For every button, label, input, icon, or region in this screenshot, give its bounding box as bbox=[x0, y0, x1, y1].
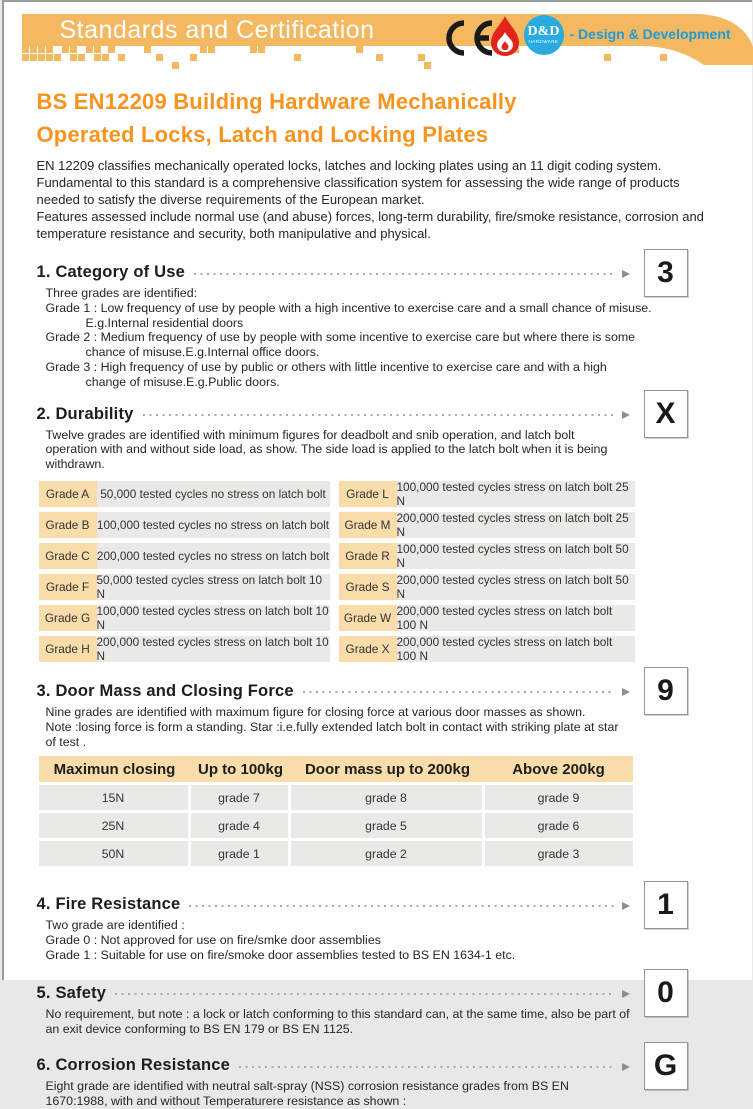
mosaic-square bbox=[62, 46, 69, 53]
grade-cell: Grade F bbox=[39, 574, 97, 600]
section-heading: 2. Durability bbox=[37, 405, 134, 424]
section-corrosion-resistance bbox=[37, 1056, 688, 1109]
grade-cell: Grade M bbox=[339, 512, 397, 538]
dnd-logo-monogram: D&D bbox=[528, 25, 560, 39]
table-row bbox=[39, 785, 633, 810]
grade-cell: Grade C bbox=[39, 543, 97, 569]
section-door-mass bbox=[37, 682, 688, 749]
mosaic-square bbox=[38, 46, 45, 53]
mosaic-square bbox=[294, 54, 301, 61]
mosaic-square bbox=[86, 46, 93, 53]
body-line: Grade 1 : Suitable for use on fire/smoke door assemblies tested to BS EN 1634-1 etc. bbox=[46, 948, 688, 963]
desc-cell: 200,000 tested cycles stress on latch bolt 25 N bbox=[397, 512, 635, 538]
grade-cell: Grade W bbox=[339, 605, 397, 631]
table-header-row bbox=[39, 756, 633, 782]
grade-value-box: G bbox=[644, 1042, 688, 1090]
mosaic-square bbox=[356, 46, 363, 53]
desc-cell: 100,000 tested cycles no stress on latch bolt bbox=[97, 512, 330, 538]
table-row bbox=[39, 636, 753, 662]
mosaic-square bbox=[102, 54, 109, 61]
body-line: Grade 0 : Not approved for use on fire/smke door assemblies bbox=[46, 933, 688, 948]
table-cell: grade 8 bbox=[291, 785, 485, 810]
table-cell: grade 5 bbox=[291, 813, 485, 838]
section-durability bbox=[37, 405, 688, 472]
section-heading: 6. Corrosion Resistance bbox=[37, 1056, 231, 1075]
page-title-line1: BS EN12209 Building Hardware Mechanically bbox=[37, 85, 753, 118]
dnd-logo-subtext: HARDWARE bbox=[528, 39, 558, 45]
grade-value-box: 3 bbox=[644, 249, 688, 297]
mosaic-square bbox=[38, 54, 45, 61]
desc-cell: 100,000 tested cycles stress on latch bolt 10 N bbox=[97, 605, 330, 631]
body-line: operation with and without side load, as show. The side load is applied to the latch bolt when it is being bbox=[46, 442, 688, 457]
body-line: Grade 2 : Medium frequency of use by people with some incentive to exercise care but where there is some bbox=[46, 330, 688, 345]
table-row bbox=[39, 543, 753, 569]
desc-cell: 50,000 tested cycles no stress on latch bolt bbox=[97, 481, 330, 507]
mosaic-square bbox=[424, 62, 431, 69]
table-cell: grade 1 bbox=[191, 841, 291, 866]
desc-cell: 50,000 tested cycles stress on latch bolt 10 N bbox=[97, 574, 330, 600]
arrow-right-icon bbox=[622, 902, 630, 910]
mosaic-square bbox=[200, 46, 207, 53]
durability-table bbox=[39, 481, 753, 662]
arrow-right-icon bbox=[622, 688, 630, 696]
intro-line: EN 12209 classifies mechanically operated locks, latches and locking plates using an 11 digit coding system. bbox=[37, 157, 753, 174]
fire-icon bbox=[490, 15, 520, 57]
section-heading: 5. Safety bbox=[37, 984, 107, 1003]
section-heading: 1. Category of Use bbox=[37, 263, 185, 282]
grade-cell: Grade A bbox=[39, 481, 97, 507]
page-title-line2: Operated Locks, Latch and Locking Plates bbox=[37, 118, 753, 151]
grade-value-box: 9 bbox=[644, 667, 688, 715]
intro-paragraph bbox=[37, 157, 753, 242]
ce-mark-icon bbox=[436, 18, 494, 58]
body-line: Two grade are identified : bbox=[46, 918, 688, 933]
grade-cell: Grade G bbox=[39, 605, 97, 631]
banner-title: Standards and Certification bbox=[60, 16, 375, 45]
dotted-leader bbox=[115, 993, 614, 995]
mosaic-square bbox=[208, 46, 215, 53]
mosaic-square bbox=[70, 54, 77, 61]
grade-cell: Grade H bbox=[39, 636, 97, 662]
table-cell: grade 6 bbox=[485, 813, 633, 838]
mosaic-square bbox=[108, 46, 115, 53]
logo-tagline: - Design & Development bbox=[570, 26, 731, 42]
mosaic-square bbox=[660, 54, 667, 61]
mosaic-square bbox=[144, 46, 151, 53]
table-cell: grade 2 bbox=[291, 841, 485, 866]
table-cell: 25N bbox=[39, 813, 191, 838]
intro-line: Fundamental to this standard is a comprehensive classification system for assessing the wide range of products bbox=[37, 174, 753, 191]
mosaic-square bbox=[22, 46, 29, 53]
arrow-right-icon bbox=[622, 411, 630, 419]
body-line: of test . bbox=[46, 735, 688, 750]
body-line: Note :losing force is form a standing. Star :i.e.fully extended latch bolt in contact with striking plate at star bbox=[46, 720, 688, 735]
body-line: chance of misuse.E.g.Internal office doors. bbox=[46, 345, 688, 360]
table-row bbox=[39, 512, 753, 538]
mosaic-square bbox=[418, 54, 425, 61]
grade-value-box: X bbox=[644, 390, 688, 438]
body-line: Three grades are identified: bbox=[46, 286, 688, 301]
section-heading: 3. Door Mass and Closing Force bbox=[37, 682, 294, 701]
body-line: change of misuse.E.g.Public doors. bbox=[46, 375, 688, 390]
arrow-right-icon bbox=[622, 1063, 630, 1071]
desc-cell: 200,000 tested cycles stress on latch bolt 100 N bbox=[397, 605, 635, 631]
page-title bbox=[37, 85, 753, 151]
mosaic-square bbox=[156, 54, 163, 61]
mosaic-square bbox=[604, 54, 611, 61]
desc-cell: 200,000 tested cycles no stress on latch bolt bbox=[97, 543, 330, 569]
grade-cell: Grade L bbox=[339, 481, 397, 507]
desc-cell: 200,000 tested cycles stress on latch bolt 50 N bbox=[397, 574, 635, 600]
intro-line: temperature resistance and security, both manipulative and physical. bbox=[37, 225, 753, 242]
header-cell: Up to 100kg bbox=[191, 756, 291, 782]
header-cell: Door mass up to 200kg bbox=[291, 756, 485, 782]
mosaic-square bbox=[258, 46, 265, 53]
desc-cell: 200,000 tested cycles stress on latch bolt 100 N bbox=[397, 636, 635, 662]
mosaic-square bbox=[30, 54, 37, 61]
mosaic-square bbox=[30, 46, 37, 53]
body-line: E.g.Internal residential doors bbox=[46, 316, 688, 331]
mosaic-square bbox=[376, 54, 383, 61]
grade-value-box: 0 bbox=[644, 969, 688, 1017]
grade-cell: Grade R bbox=[339, 543, 397, 569]
desc-cell: 100,000 tested cycles stress on latch bolt 50 N bbox=[397, 543, 635, 569]
dotted-leader bbox=[189, 905, 614, 907]
table-cell: grade 7 bbox=[191, 785, 291, 810]
body-line: an exit device conforming to BS EN 179 or BS EN 1125. bbox=[46, 1022, 688, 1037]
body-line: Grade 1 : Low frequency of use by people with a high incentive to exercise care and a small chance of misuse. bbox=[46, 301, 688, 316]
mosaic-square bbox=[118, 54, 125, 61]
mosaic-square bbox=[250, 46, 257, 53]
table-cell: 50N bbox=[39, 841, 191, 866]
grade-value-box: 1 bbox=[644, 881, 688, 929]
table-row bbox=[39, 481, 753, 507]
section-heading: 4. Fire Resistance bbox=[37, 895, 181, 914]
intro-line: Features assessed include normal use (and abuse) forces, long-term durability, fire/smoke resistance, corrosion and bbox=[37, 208, 753, 225]
table-row bbox=[39, 574, 753, 600]
desc-cell: 100,000 tested cycles stress on latch bolt 25 N bbox=[397, 481, 635, 507]
mosaic-square bbox=[732, 46, 739, 53]
mosaic-square bbox=[70, 46, 77, 53]
table-cell: grade 3 bbox=[485, 841, 633, 866]
dotted-leader bbox=[194, 273, 615, 275]
document-body bbox=[4, 72, 753, 1109]
mosaic-square bbox=[46, 54, 53, 61]
body-line: Twelve grades are identified with minimum figures for deadbolt and snib operation, and latch bolt bbox=[46, 428, 688, 443]
body-line: Grade 3 : High frequency of use by public or others with little incentive to exercise care and with a high bbox=[46, 360, 688, 375]
table-row bbox=[39, 841, 633, 866]
page-header bbox=[4, 2, 753, 72]
mosaic-square bbox=[172, 62, 179, 69]
arrow-right-icon bbox=[622, 990, 630, 998]
table-row bbox=[39, 813, 633, 838]
mosaic-square bbox=[54, 54, 61, 61]
grade-cell: Grade X bbox=[339, 636, 397, 662]
body-line: Nine grades are identified with maximum figure for closing force at various door masses as shown. bbox=[46, 705, 688, 720]
mosaic-square bbox=[46, 46, 53, 53]
table-cell: 15N bbox=[39, 785, 191, 810]
mosaic-square bbox=[190, 54, 197, 61]
dotted-leader bbox=[143, 414, 615, 416]
desc-cell: 200,000 tested cycles stress on latch bolt 10 N bbox=[97, 636, 330, 662]
document-page bbox=[2, 0, 752, 980]
body-line: No requirement, but note : a lock or latch conforming to this standard can, at the same time, also be part of bbox=[46, 1007, 688, 1022]
mosaic-square bbox=[22, 54, 29, 61]
grade-cell: Grade S bbox=[339, 574, 397, 600]
table-cell: grade 9 bbox=[485, 785, 633, 810]
dotted-leader bbox=[303, 691, 615, 693]
door-mass-table bbox=[39, 756, 633, 866]
header-cell: Maximun closing bbox=[39, 756, 191, 782]
mosaic-square bbox=[78, 54, 85, 61]
table-row bbox=[39, 605, 753, 631]
dotted-leader bbox=[239, 1066, 615, 1068]
section-category-of-use bbox=[37, 263, 688, 390]
section-safety bbox=[37, 984, 688, 1037]
table-cell: grade 4 bbox=[191, 813, 291, 838]
intro-line: needed to satisfy the diverse requirements of the European market. bbox=[37, 191, 753, 208]
body-line: withdrawn. bbox=[46, 457, 688, 472]
section-fire-resistance bbox=[37, 895, 688, 962]
body-line: Eight grade are identified with neutral salt-spray (NSS) corrosion resistance grades from BS EN bbox=[46, 1079, 688, 1094]
arrow-right-icon bbox=[622, 270, 630, 278]
mosaic-square bbox=[94, 46, 101, 53]
header-cell: Above 200kg bbox=[485, 756, 633, 782]
dnd-logo bbox=[524, 15, 564, 55]
mosaic-square bbox=[94, 54, 101, 61]
grade-cell: Grade B bbox=[39, 512, 97, 538]
body-line: 1670:1988, with and without Temperaturere resistance as shown : bbox=[46, 1094, 688, 1109]
